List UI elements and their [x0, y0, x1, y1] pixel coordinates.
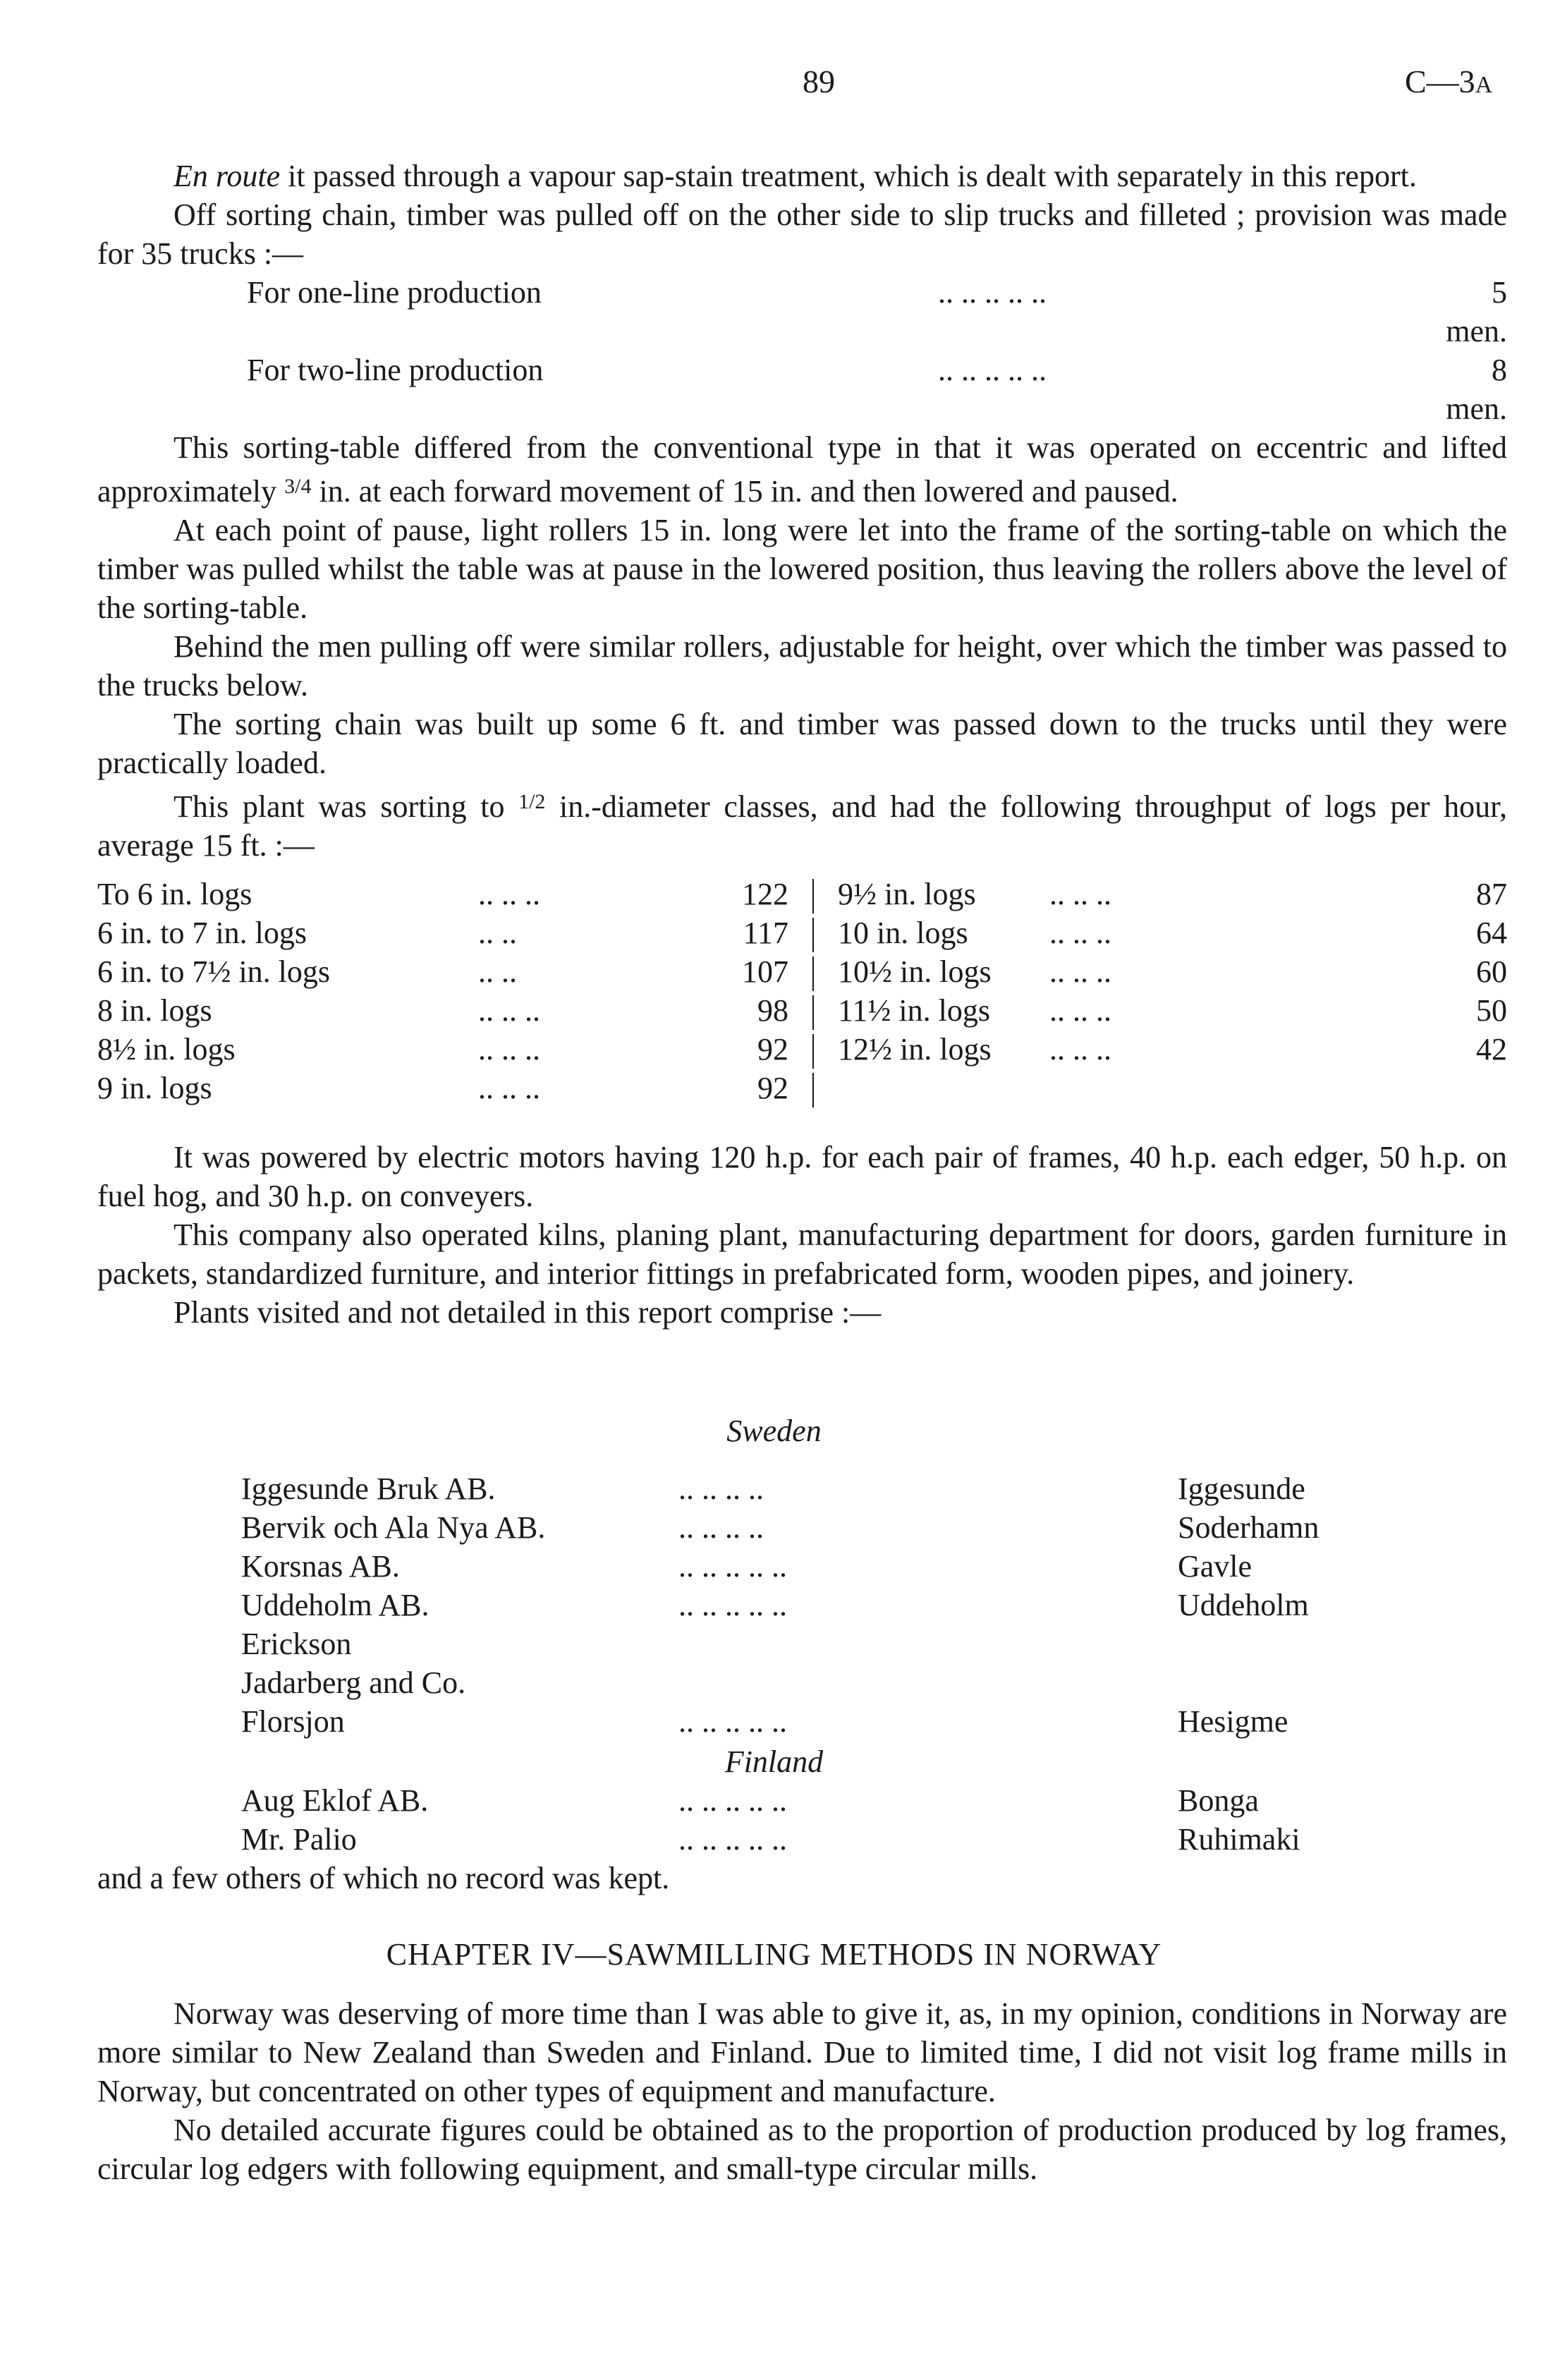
plant-row	[241, 1702, 1440, 1741]
page-number: 89	[803, 63, 835, 99]
leader-dots: .. .. ..	[478, 993, 540, 1028]
plant-name: Jadarberg and Co.	[241, 1665, 466, 1700]
paragraph-throughput-text-b: in.-diameter classes, and had the following throughput of logs per hour, average 15 ft. :—	[97, 789, 1507, 863]
plant-location: Ruhimaki	[1178, 1822, 1300, 1857]
logs-row	[97, 875, 1507, 913]
log-size-left: 8 in. logs	[97, 993, 212, 1028]
logs-table	[97, 875, 1507, 1107]
log-size-left: 6 in. to 7 in. logs	[97, 916, 307, 950]
paragraph-sorting-table-text-b: in. at each forward movement of 15 in. and then lowered and paused.	[311, 474, 1178, 509]
after-table-paragraphs	[97, 1138, 1507, 1332]
paragraph-plants-visited: Plants visited and not detailed in this report comprise :—	[173, 1295, 882, 1330]
column-divider	[812, 957, 814, 991]
plant-location: Uddeholm	[1178, 1588, 1309, 1622]
logs-row	[97, 991, 1507, 1030]
production-row	[97, 273, 1507, 351]
log-count-left: 107	[742, 954, 788, 989]
plant-location: Gavle	[1178, 1549, 1253, 1584]
plant-location: Hesigme	[1178, 1704, 1288, 1739]
column-divider	[812, 918, 814, 952]
plant-row	[241, 1586, 1440, 1625]
leader-dots: .. .. ..	[1049, 877, 1111, 911]
paragraph-en-route	[97, 157, 1507, 195]
log-count-left: 117	[743, 916, 788, 950]
log-count-left: 98	[757, 993, 788, 1028]
fraction-half: 1/2	[518, 790, 546, 813]
plant-row	[241, 1547, 1440, 1586]
log-size-right-empty	[838, 1069, 1049, 1107]
leader-dots: .. .. .. .. ..	[938, 275, 1047, 310]
leader-dots: .. ..	[478, 916, 517, 950]
log-size-left: 9 in. logs	[97, 1071, 212, 1105]
log-size-left: 8½ in. logs	[97, 1032, 236, 1067]
document-reference	[1405, 62, 1492, 104]
leader-dots: .. .. .. ..	[678, 1510, 764, 1545]
leader-dots: .. .. .. .. ..	[678, 1822, 787, 1857]
reference-suffix: A	[1475, 72, 1493, 98]
column-divider	[812, 995, 814, 1030]
production-value: 5 men.	[1446, 275, 1507, 348]
chapter-paragraphs	[97, 1994, 1507, 2188]
reference-main: C—3	[1405, 63, 1475, 99]
log-count-right: 60	[1476, 954, 1507, 989]
column-divider	[812, 879, 814, 913]
plant-location: Bonga	[1178, 1783, 1259, 1818]
leader-dots: .. .. ..	[478, 1032, 540, 1067]
leader-dots: .. .. ..	[1049, 1032, 1111, 1067]
plant-location	[1178, 1625, 1440, 1663]
paragraph-sorting-table	[97, 428, 1507, 511]
plant-name: Florsjon	[241, 1704, 345, 1739]
plant-row	[241, 1469, 1440, 1508]
paragraph-rollers: Behind the men pulling off were similar rollers, adjustable for height, over which the timber was passed to the trucks below.	[97, 629, 1507, 703]
italic-en-route: En route	[173, 159, 281, 193]
log-count-left: 122	[742, 877, 788, 911]
log-size-right: 12½ in. logs	[838, 1032, 992, 1067]
log-count-right: 42	[1476, 1032, 1507, 1067]
log-count-left: 92	[757, 1032, 788, 1067]
paragraph-sorting-chain: Off sorting chain, timber was pulled off on the other side to slip trucks and filleted ; provision was made for 35 trucks :—	[97, 198, 1507, 271]
paragraph-company: This company also operated kilns, planing plant, manufacturing department for doors, garden furniture in packets, standardized furniture, and interior fittings in prefabricated form, wooden pipes, and joinery.	[97, 1218, 1507, 1291]
leader-dots: .. .. .. .. ..	[938, 353, 1047, 387]
leader-dots: .. .. .. ..	[678, 1471, 764, 1506]
production-value: 8 men.	[1446, 353, 1507, 426]
chapter-heading: CHAPTER IV—SAWMILLING METHODS IN NORWAY	[386, 1937, 1162, 1972]
closing-line: and a few others of which no record was kept.	[97, 1861, 670, 1895]
log-size-left: To 6 in. logs	[97, 877, 252, 911]
plant-name: Bervik och Ala Nya AB.	[241, 1510, 546, 1545]
plant-row	[241, 1781, 1440, 1820]
log-size-right: 10½ in. logs	[838, 954, 992, 989]
plant-name: Aug Eklof AB.	[241, 1783, 429, 1818]
plant-row	[241, 1508, 1440, 1547]
log-size-left: 6 in. to 7½ in. logs	[97, 954, 331, 989]
plant-name: Mr. Palio	[241, 1822, 357, 1857]
finland-heading: Finland	[724, 1744, 824, 1779]
log-count-right: 64	[1476, 916, 1507, 950]
paragraph-norway: Norway was deserving of more time than I was able to give it, as, in my opinion, conditions in Norway are more similar to New Zealand than Sweden and Finland. Due to limited time, I did not visit log frame mills in Norway, but concentrated on other types of equipment and manufacture.	[97, 1996, 1507, 2108]
leader-dots: .. .. ..	[1049, 916, 1111, 950]
leader-dots-empty	[1049, 1069, 1324, 1107]
paragraph-throughput	[97, 782, 1507, 865]
production-row	[97, 351, 1507, 428]
paragraph-en-route-text: it passed through a vapour sap-stain treatment, which is dealt with separately in this report.	[280, 159, 1417, 193]
sweden-heading: Sweden	[726, 1414, 822, 1448]
leader-dots: .. .. .. .. ..	[678, 1549, 787, 1584]
plant-name: Iggesunde Bruk AB.	[241, 1471, 496, 1506]
paragraph-sorting-chain-height: The sorting chain was built up some 6 ft. and timber was passed down to the trucks until they were practically loaded.	[97, 707, 1507, 780]
leader-dots: .. .. ..	[478, 1071, 540, 1105]
paragraph-pause: At each point of pause, light rollers 15 in. long were let into the frame of the sorting-table on which the timber was pulled whilst the table was at pause in the lowered position, thus leaving the rollers above the level of the sorting-table.	[97, 513, 1507, 625]
production-label: For one-line production	[247, 275, 542, 310]
leader-dots	[678, 1625, 1178, 1663]
plant-name: Uddeholm AB.	[241, 1588, 429, 1622]
leader-dots: .. .. ..	[1049, 954, 1111, 989]
log-count-right: 50	[1476, 993, 1507, 1028]
logs-row	[97, 1069, 1507, 1107]
plant-name: Erickson	[241, 1627, 352, 1661]
plant-name: Korsnas AB.	[241, 1549, 400, 1584]
log-count-right: 87	[1476, 877, 1507, 911]
column-divider	[812, 1034, 814, 1069]
plant-location: Iggesunde	[1178, 1471, 1305, 1506]
leader-dots: .. .. .. .. ..	[678, 1783, 787, 1818]
fraction-three-quarters: 3/4	[284, 475, 312, 498]
paragraph-powered: It was powered by electric motors having 120 h.p. for each pair of frames, 40 h.p. each edger, 50 h.p. on fuel hog, and 30 h.p. on conveyers.	[97, 1140, 1507, 1213]
leader-dots: .. .. .. .. ..	[678, 1588, 787, 1622]
plant-row	[241, 1820, 1440, 1859]
paragraph-no-figures: No detailed accurate figures could be obtained as to the proportion of production produced by log frames, circular log edgers with following equipment, and small-type circular mills.	[97, 2113, 1507, 2186]
column-divider	[812, 1073, 814, 1107]
sweden-plants-list	[241, 1469, 1440, 1741]
log-size-right: 11½ in. logs	[838, 993, 990, 1028]
leader-dots: .. .. ..	[1049, 993, 1111, 1028]
leader-dots: .. .. .. .. ..	[678, 1704, 787, 1739]
plant-row	[241, 1663, 1440, 1702]
paragraph-throughput-text-a: This plant was sorting to	[173, 789, 519, 824]
log-size-right: 10 in. logs	[838, 916, 968, 950]
logs-row	[97, 1030, 1507, 1069]
plant-location	[1178, 1663, 1440, 1702]
logs-row	[97, 952, 1507, 991]
paragraph-sorting-table-text-a: This sorting-table differed from the conventional type in that it was operated on eccentric and lifted approximately	[97, 430, 1507, 509]
finland-plants-list	[241, 1781, 1440, 1859]
log-count-right-empty	[1324, 1069, 1507, 1107]
log-count-left: 92	[757, 1071, 788, 1105]
leader-dots: .. .. ..	[478, 877, 540, 911]
leader-dots: .. ..	[478, 954, 517, 989]
plant-row	[241, 1625, 1440, 1663]
log-size-right: 9½ in. logs	[838, 877, 976, 911]
logs-row	[97, 913, 1507, 952]
top-paragraphs	[97, 157, 1507, 865]
leader-dots	[678, 1663, 1178, 1702]
plant-location: Soderhamn	[1178, 1510, 1320, 1545]
production-list	[97, 273, 1507, 428]
production-label: For two-line production	[247, 353, 544, 387]
